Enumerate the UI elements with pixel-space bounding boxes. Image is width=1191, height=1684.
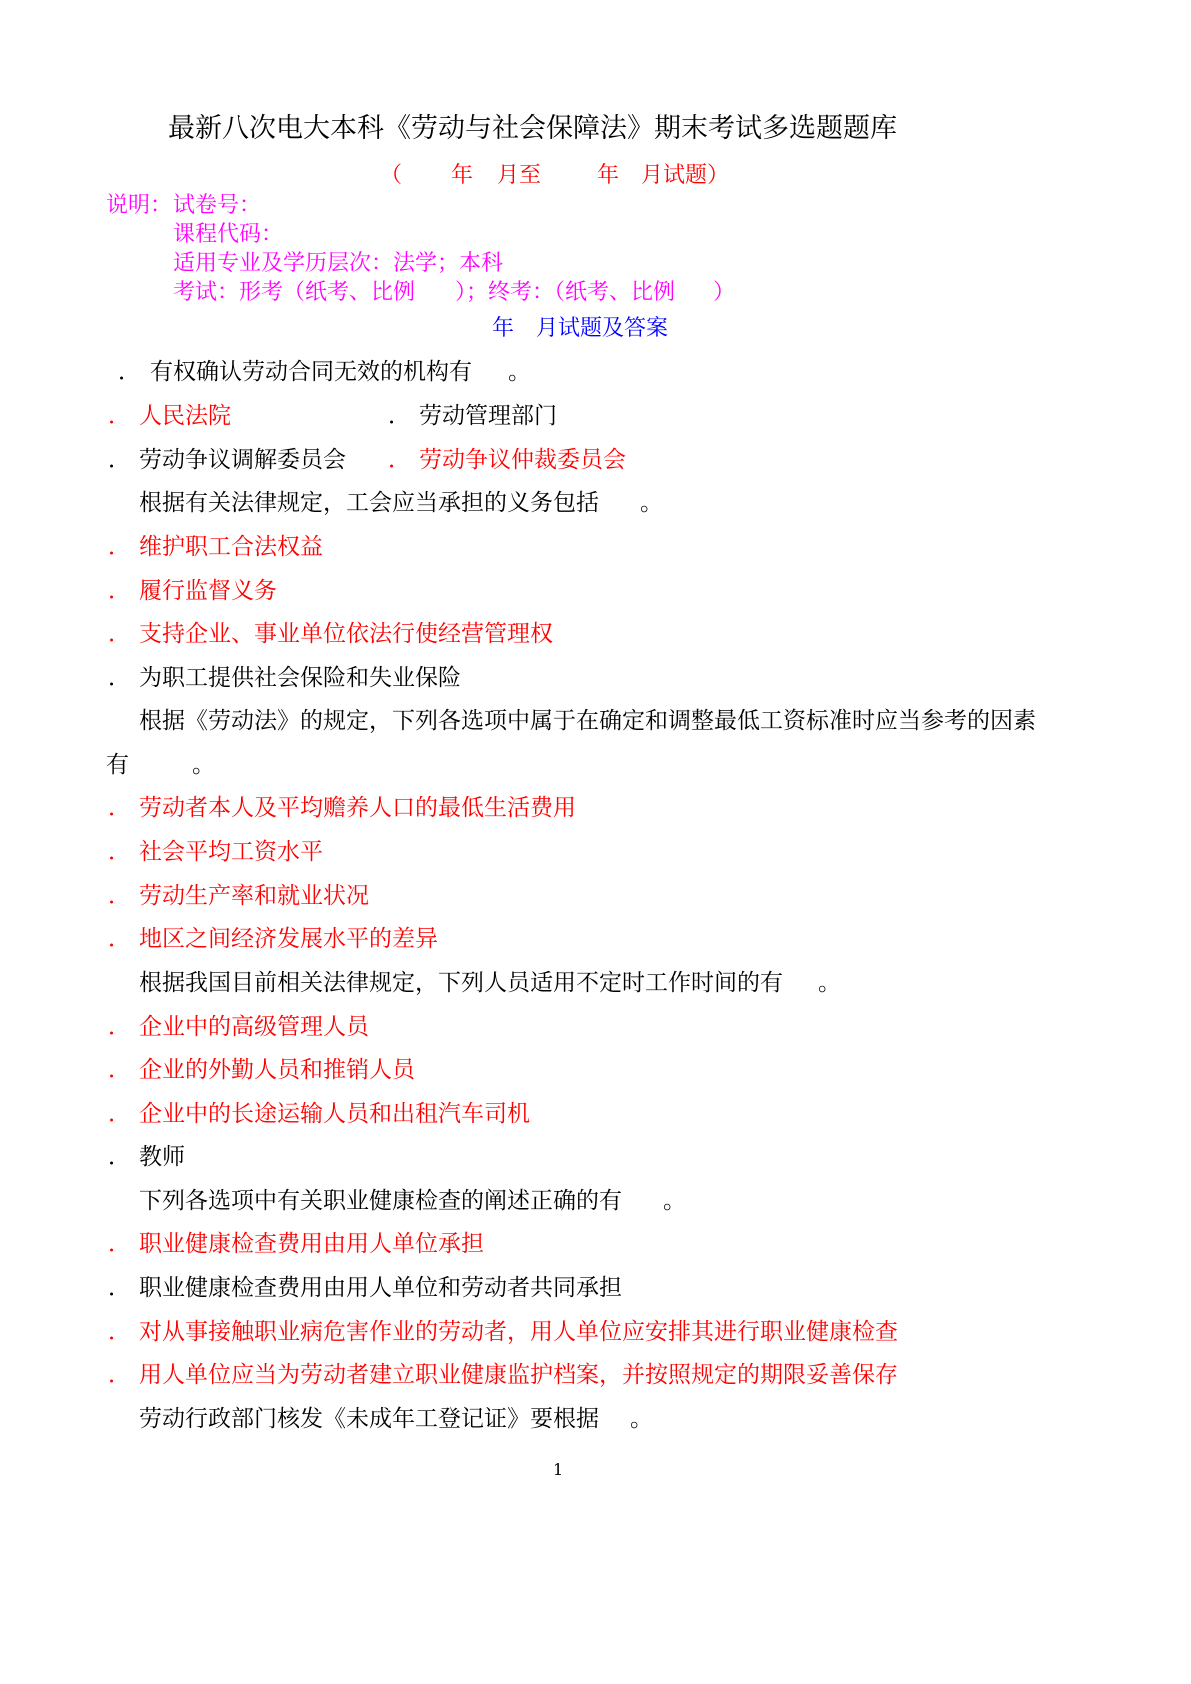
option-d: 教师 xyxy=(139,1144,185,1170)
option-a: 劳动者本人及平均赡养人口的最低生活费用 xyxy=(139,795,576,821)
question-stem: 劳动行政部门核发《未成年工登记证》要根据 xyxy=(139,1406,599,1432)
subtitle-year-2: 年 xyxy=(597,163,620,188)
option-c: 劳动生产率和就业状况 xyxy=(139,883,369,909)
question-stem: 根据有关法律规定，工会应当承担的义务包括 xyxy=(139,490,599,516)
option-dot: ． xyxy=(108,1275,131,1301)
option-c: 支持企业、事业单位依法行使经营管理权 xyxy=(139,621,553,647)
option-dot: ． xyxy=(108,926,131,952)
subtitle-open: （ xyxy=(380,163,403,188)
notes-exam-b: ）；终考：（纸考、比例 xyxy=(455,280,676,305)
option-b: 职业健康检查费用由用人单位和劳动者共同承担 xyxy=(139,1275,622,1301)
question-stem: 下列各选项中有关职业健康检查的阐述正确的有 xyxy=(139,1188,622,1214)
question-stem-end: 。 xyxy=(192,752,215,778)
option-a: 企业中的高级管理人员 xyxy=(139,1014,369,1040)
option-dot: ． xyxy=(108,447,131,473)
option-dot: ． xyxy=(108,665,131,691)
notes-major: 适用专业及学历层次：法学；本科 xyxy=(173,251,504,276)
option-dot: ． xyxy=(108,578,131,604)
question-stem-end: 。 xyxy=(508,359,531,385)
notes-paper-number: 试卷号： xyxy=(173,193,262,218)
question-stem: 根据我国目前相关法律规定，下列人员适用不定时工作时间的有 xyxy=(139,970,783,996)
option-dot: ． xyxy=(108,1057,131,1083)
option-c: 对从事接触职业病危害作业的劳动者，用人单位应安排其进行职业健康检查 xyxy=(139,1319,898,1345)
question-stem-end: 。 xyxy=(818,970,841,996)
option-dot: ． xyxy=(108,1231,131,1257)
option-a: 维护职工合法权益 xyxy=(139,534,323,560)
option-dot: ． xyxy=(388,447,411,473)
option-dot: ． xyxy=(108,403,131,429)
document-title: 最新八次电大本科《劳动与社会保障法》期末考试多选题题库 xyxy=(168,113,897,144)
option-b: 企业的外勤人员和推销人员 xyxy=(139,1057,415,1083)
question-stem-end: 。 xyxy=(640,490,663,516)
option-dot: ． xyxy=(108,795,131,821)
option-c: 企业中的长途运输人员和出租汽车司机 xyxy=(139,1101,530,1127)
question-stem-line-1: 根据《劳动法》的规定，下列各选项中属于在确定和调整最低工资标准时应当参考的因素 xyxy=(139,708,1036,734)
page-number: 1 xyxy=(553,1460,564,1479)
option-dot: ． xyxy=(108,621,131,647)
subtitle-month-2: 月试题） xyxy=(641,163,730,188)
option-dot: ． xyxy=(108,1319,131,1345)
option-dot: ． xyxy=(108,1144,131,1170)
option-b: 社会平均工资水平 xyxy=(139,839,323,865)
notes-label: 说明： xyxy=(106,193,173,218)
option-d: 地区之间经济发展水平的差异 xyxy=(139,926,438,952)
option-a: 职业健康检查费用由用人单位承担 xyxy=(139,1231,484,1257)
option-d: 劳动争议仲裁委员会 xyxy=(419,447,626,473)
question-stem-dot: ． xyxy=(118,359,141,385)
option-b: 劳动管理部门 xyxy=(419,403,557,429)
notes-exam-c: ） xyxy=(713,280,736,305)
section-heading-rest: 月试题及答案 xyxy=(536,316,669,341)
option-d: 用人单位应当为劳动者建立职业健康监护档案，并按照规定的期限妥善保存 xyxy=(139,1362,898,1388)
question-stem: 有权确认劳动合同无效的机构有 xyxy=(150,359,472,385)
option-c: 劳动争议调解委员会 xyxy=(139,447,346,473)
subtitle-year-1: 年 xyxy=(451,163,474,188)
option-a: 人民法院 xyxy=(139,403,231,429)
notes-exam-a: 考试：形考（纸考、比例 xyxy=(173,280,416,305)
question-stem-end: 。 xyxy=(663,1188,686,1214)
option-dot: ． xyxy=(108,1014,131,1040)
option-dot: ． xyxy=(108,534,131,560)
question-stem-end: 。 xyxy=(630,1406,653,1432)
option-dot: ． xyxy=(108,839,131,865)
option-dot: ． xyxy=(388,403,411,429)
question-stem-line-2: 有 xyxy=(106,752,129,778)
option-dot: ． xyxy=(108,1362,131,1388)
option-d: 为职工提供社会保险和失业保险 xyxy=(139,665,461,691)
option-dot: ． xyxy=(108,1101,131,1127)
option-dot: ． xyxy=(108,883,131,909)
subtitle-month-1: 月至 xyxy=(497,163,542,188)
section-heading-year: 年 xyxy=(492,316,515,341)
notes-course-code: 课程代码： xyxy=(173,222,284,247)
option-b: 履行监督义务 xyxy=(139,578,277,604)
